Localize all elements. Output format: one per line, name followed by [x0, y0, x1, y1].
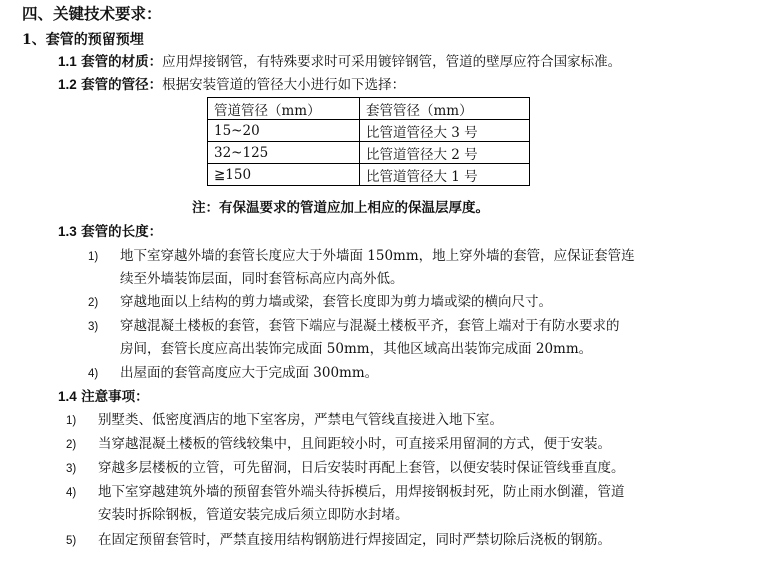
list-item [66, 530, 611, 551]
item-text: 应用焊接钢管，有特殊要求时可采用镀锌钢管，管道的壁厚应符合国家标准。 [162, 54, 622, 70]
item-heading: 套管的材质： [81, 54, 163, 70]
item-1-1 [58, 52, 621, 72]
section-title: 四、关键技术要求： [22, 4, 162, 23]
item-number: 1.2 [58, 77, 77, 92]
list-text: 穿越多层楼板的立管，可先留洞，日后安装时再配上套管，以便安装时保证管线垂直度。 [98, 460, 625, 476]
item-1-3-heading [58, 222, 162, 242]
table-cell: 比管道管径大 3 号 [360, 120, 530, 142]
list-item [88, 316, 620, 337]
item-text: 根据安装管道的管径大小进行如下选择： [162, 77, 406, 93]
list-item [66, 410, 503, 431]
table-header-cell: 套管管径（mm） [360, 98, 530, 120]
item-heading: 注意事项： [81, 389, 149, 405]
item-number: 1.4 [58, 389, 77, 404]
item-1-2 [58, 75, 405, 95]
list-number: 2) [66, 439, 77, 451]
list-continuation: 续至外墙装饰层面，同时套管标高应内高外低。 [120, 271, 404, 287]
subsection-heading: 1、套管的预留预埋 [22, 32, 144, 48]
list-continuation: 安装时拆除钢板，管道安装完成后须立即防水封堵。 [98, 507, 409, 523]
list-number: 4) [66, 487, 77, 499]
list-item [66, 458, 625, 479]
list-text: 在固定预留套管时，严禁直接用结构钢筋进行焊接固定，同时严禁切除后浇板的钢筋。 [98, 532, 611, 548]
table-cell: 32~125 [208, 142, 360, 164]
list-item [88, 292, 552, 313]
table-note: 注：有保温要求的管道应加上相应的保温层厚度。 [192, 200, 489, 216]
table-cell: ≧150 [208, 164, 360, 186]
item-number: 1.3 [58, 224, 77, 239]
table-cell: 15~20 [208, 120, 360, 142]
item-1-4-heading [58, 387, 149, 407]
list-text: 当穿越混凝土楼板的管线较集中，且间距较小时，可直接采用留洞的方式，便于安装。 [98, 436, 611, 452]
list-text: 地下室穿越建筑外墙的预留套管外端头待拆模后，用焊接钢板封死，防止雨水倒灌，管道 [98, 484, 625, 500]
list-text: 地下室穿越外墙的套管长度应大于外墙面 150mm，地上穿外墙的套管，应保证套管连 [120, 248, 635, 264]
list-text: 出屋面的套管高度应大于完成面 300mm。 [120, 365, 379, 381]
list-number: 1) [66, 415, 77, 427]
item-heading: 套管的管径： [81, 77, 163, 93]
list-number: 1) [88, 251, 99, 263]
list-number: 3) [88, 321, 99, 333]
sleeve-size-table [207, 97, 530, 186]
table-cell: 比管道管径大 1 号 [360, 164, 530, 186]
list-text: 别墅类、低密度酒店的地下室客房，严禁电气管线直接进入地下室。 [98, 412, 503, 428]
table-header-cell: 管道管径（mm） [208, 98, 360, 120]
list-item [88, 363, 378, 384]
item-heading: 套管的长度： [81, 224, 163, 240]
table-cell: 比管道管径大 2 号 [360, 142, 530, 164]
list-text: 穿越地面以上结构的剪力墙或梁，套管长度即为剪力墙或梁的横向尺寸。 [120, 294, 552, 310]
list-item [66, 434, 611, 455]
item-number: 1.1 [58, 54, 77, 69]
list-number: 4) [88, 368, 99, 380]
list-number: 3) [66, 463, 77, 475]
list-item [66, 482, 625, 503]
table-row [208, 164, 530, 186]
list-continuation: 房间，套管长度应高出装饰完成面 50mm，其他区域高出装饰完成面 20mm。 [120, 341, 593, 357]
list-number: 5) [66, 535, 77, 547]
table-row [208, 120, 530, 142]
list-text: 穿越混凝土楼板的套管，套管下端应与混凝土楼板平齐，套管上端对于有防水要求的 [120, 318, 620, 334]
list-item [88, 246, 635, 267]
table-row [208, 142, 530, 164]
table-header-row [208, 98, 530, 120]
list-number: 2) [88, 297, 99, 309]
